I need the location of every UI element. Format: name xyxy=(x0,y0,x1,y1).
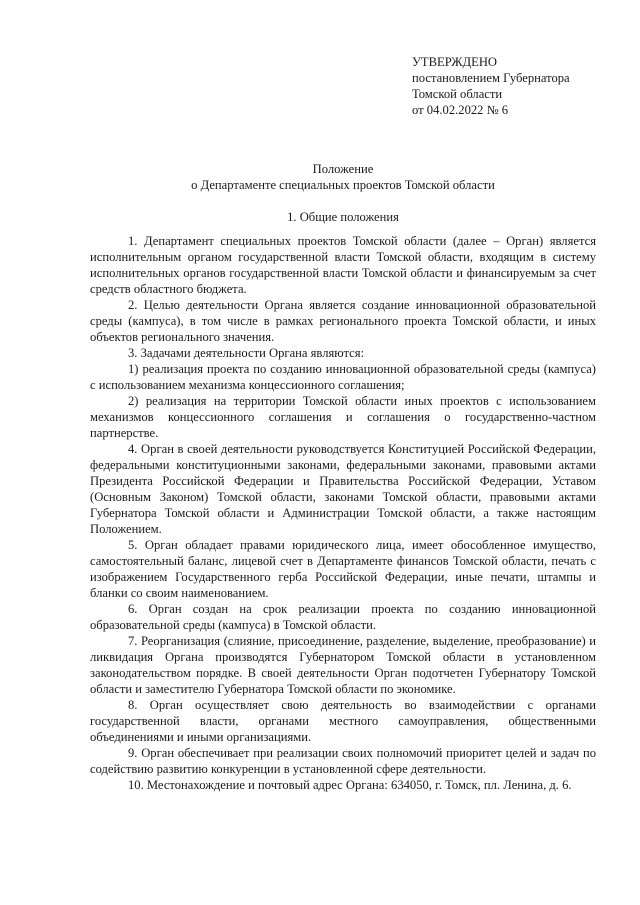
paragraph-5: 5. Орган обладает правами юридического лица, имеет обособленное имущество, самостоятельный баланс, лицевой счет в Департаменте финансов Томской области, печать с изображением Государственного герба Российской Федерации, иные печати, штампы и бланки со своим наименованием. xyxy=(90,538,596,600)
paragraph-3: 3. Задачами деятельности Органа являются: xyxy=(128,346,365,360)
document-title-line1: Положение xyxy=(312,162,374,176)
paragraph-4: 4. Орган в своей деятельности руководствуется Конституцией Российской Федерации, федеральными конституционными законами, федеральными законами, правовыми актами Президента Российской Федерации и Правительства Российской Федерации, Уставом (Основным Законом) Томской области, законами Томской области, правовыми актами Губернатора Томской области и Администрации Томской области, а также настоящим Положением. xyxy=(90,442,596,536)
document-title-line2: о Департаменте специальных проектов Томской области xyxy=(191,178,495,192)
document-body xyxy=(90,233,596,793)
paragraph-8: 8. Орган осуществляет свою деятельность во взаимодействии с органами государственной власти, органами местного самоуправления, общественными объединениями и иными организациями. xyxy=(90,698,596,744)
document-title xyxy=(0,161,640,193)
approval-issuer: постановлением Губернатора xyxy=(412,71,570,85)
paragraph-10: 10. Местонахождение и почтовый адрес Органа: 634050, г. Томск, пл. Ленина, д. 6. xyxy=(128,778,572,792)
approval-stamp xyxy=(412,54,570,118)
paragraph-2: 2. Целью деятельности Органа является создание инновационной образовательной среды (кампуса), в том числе в рамках регионального проекта Томской области, и иных объектов регионального значения. xyxy=(90,298,596,344)
approval-region: Томской области xyxy=(412,87,503,101)
paragraph-9: 9. Орган обеспечивает при реализации своих полномочий приоритет целей и задач по содействию развитию конкуренции в установленной сфере деятельности. xyxy=(90,746,596,776)
approval-date-number: от 04.02.2022 № 6 xyxy=(412,103,509,117)
paragraph-3-item-1: 1) реализация проекта по созданию инновационной образовательной среды (кампуса) с использованием механизма концессионного соглашения; xyxy=(90,362,596,392)
paragraph-7: 7. Реорганизация (слияние, присоединение, разделение, выделение, преобразование) и ликвидация Органа производятся Губернатором Томской области в установленном законодательством порядке. В своей деятельности Орган подотчетен Губернатору Томской области и заместителю Губернатора Томской области по экономике. xyxy=(90,634,596,696)
paragraph-1: 1. Департамент специальных проектов Томской области (далее – Орган) является исполнительным органом государственной власти Томской области, входящим в систему исполнительных органов государственной власти Томской области и финансируемым за счет средств областного бюджета. xyxy=(90,234,596,296)
paragraph-6: 6. Орган создан на срок реализации проекта по созданию инновационной образовательной среды (кампуса) в Томской области. xyxy=(90,602,596,632)
paragraph-3-item-2: 2) реализация на территории Томской области иных проектов с использованием механизмов концессионного соглашения и соглашения о государственно-частном партнерстве. xyxy=(90,394,596,440)
approval-title: УТВЕРЖДЕНО xyxy=(412,55,498,69)
section-heading: 1. Общие положения xyxy=(287,210,399,224)
